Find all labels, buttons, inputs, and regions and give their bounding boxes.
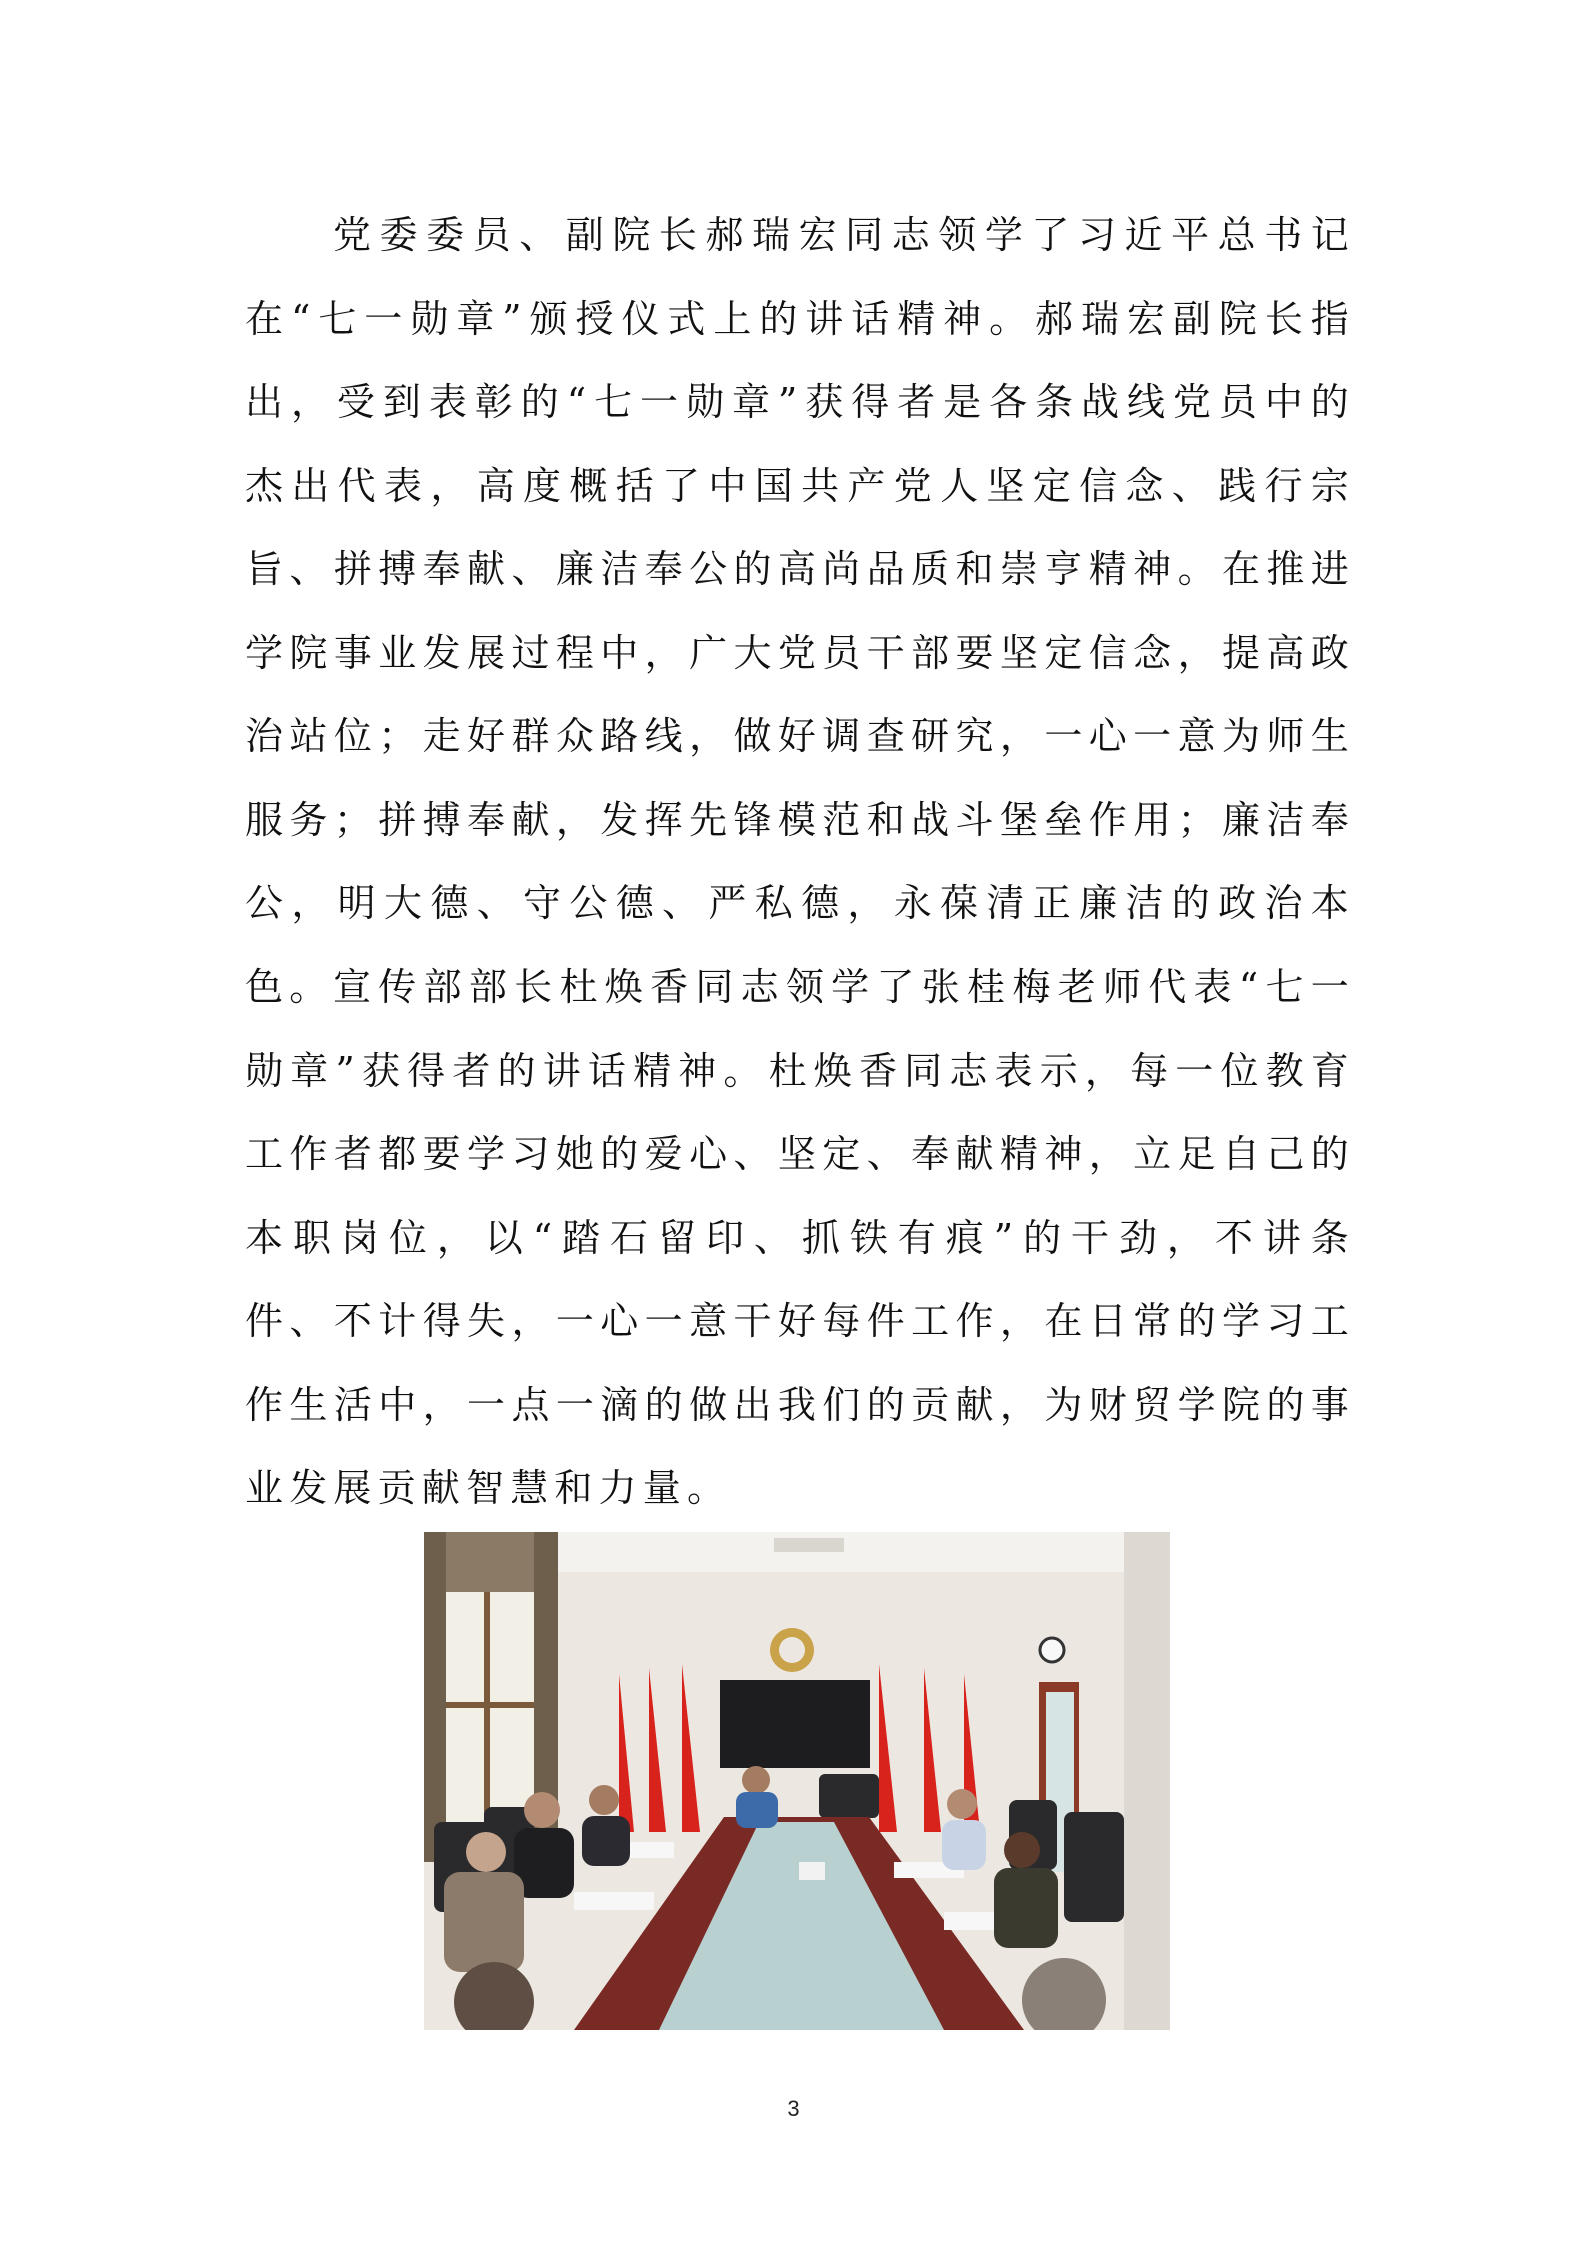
page-number: 3	[787, 2096, 800, 2121]
meeting-photo	[424, 1532, 1170, 2030]
paragraph-1: 党委委员、副院长郝瑞宏同志领学了习近平总书记在“七一勋章”颁授仪式上的讲话精神。郝瑞宏副院长指出，受到表彰的“七一勋章”获得者是各条战线党员中的杰出代表，高度概括了中国共产党人坚定信念、践行宗旨、拼搏奉献、廉洁奉公的高尚品质和崇亨精神。在推进学院事业发展过程中，广大党员干部要坚定信念，提高政治站位；走好群众路线，做好调查研究，一心一意为师生服务；拼搏奉献，发挥先锋模范和战斗堡垒作用；廉洁奉公，明大德、守公德、严私德，永葆清正廉洁的政治本色。	[245, 213, 1355, 1009]
paragraph-2: 宣传部部长杜焕香同志领学了张桂梅老师代表“七一勋章”获得者的讲话精神。杜焕香同志表示，每一位教育工作者都要学习她的爱心、坚定、奉献精神，立足自己的本职岗位，以“踏石留印、抓铁有痕”的干劲，不讲条件、不计得失，一心一意干好每件工作，在日常的学习工作生活中，一点一滴的做出我们的贡献，为财贸学院的事业发展贡献智慧和力量。	[245, 965, 1355, 1510]
